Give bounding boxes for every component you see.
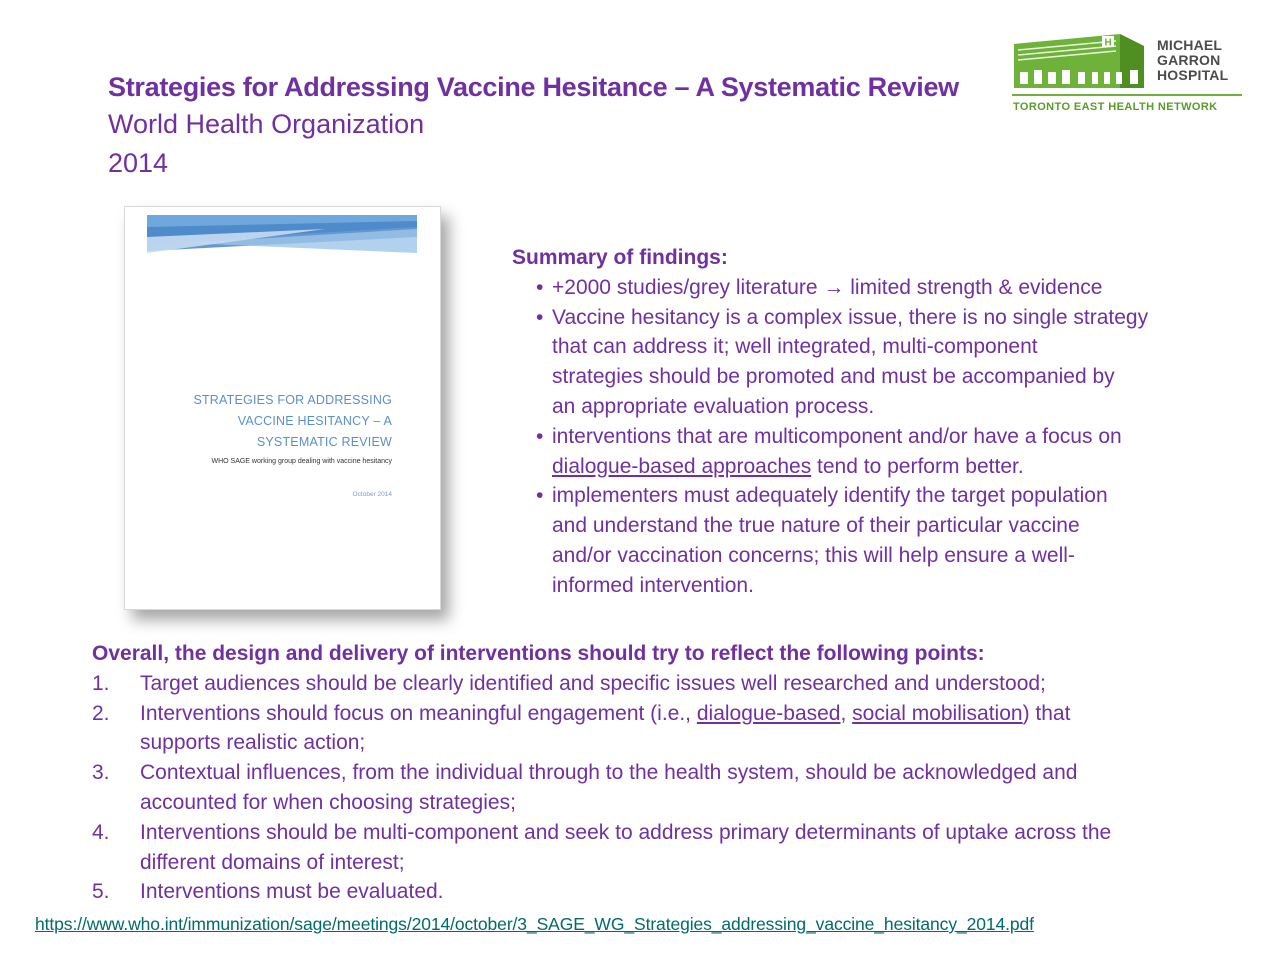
- arrow-right-icon: →: [823, 275, 845, 299]
- summary-heading: Summary of findings:: [512, 246, 728, 269]
- overall-point-1: 1. Target audiences should be clearly identified and specific issues well researched and understood;: [92, 671, 1046, 695]
- report-cover-image: [124, 206, 441, 610]
- logo-divider: [1012, 94, 1242, 96]
- svg-text:H: H: [1104, 37, 1112, 49]
- cover-date: October 2014: [352, 491, 392, 498]
- dialogue-based-approaches-link[interactable]: dialogue-based approaches: [552, 454, 812, 478]
- summary-of-findings: [512, 243, 1202, 601]
- overall-point-2: 2. Interventions should focus on meaningful engagement (i.e., dialogue-based, social mobilisation) that supports realistic action;: [92, 701, 1071, 755]
- logo-network: TORONTO EAST HEALTH NETWORK: [1013, 101, 1218, 113]
- overall-point-3: 3. Contextual influences, from the individual through to the health system, should be acknowledged and accounted for when choosing strategies;: [92, 761, 1078, 814]
- summary-bullet-3: • interventions that are multicomponent and/or have a focus on dialogue-based approaches tend to perform better.: [512, 422, 1202, 482]
- page-title: Strategies for Addressing Vaccine Hesitance – A Systematic Review: [108, 72, 959, 102]
- overall-point-5: 5. Interventions must be evaluated.: [92, 880, 444, 904]
- summary-bullet-2: • Vaccine hesitancy is a complex issue, there is no single strategy that can address it; well integrated, multi-component strategies should be promoted and must be accompanied by an appropriate evaluation process.: [512, 303, 1202, 422]
- publication-year: 2014: [108, 148, 169, 178]
- overall-point-4: 4. Interventions should be multi-component and seek to address primary determinants of uptake across the different domains of interest;: [92, 820, 1112, 874]
- organization: World Health Organization: [108, 109, 425, 139]
- social-mobilisation-link[interactable]: social mobilisation: [852, 701, 1023, 725]
- cover-banner-graphic: [125, 207, 440, 267]
- dialogue-based-link[interactable]: dialogue-based: [696, 701, 841, 725]
- summary-bullet-1: • +2000 studies/grey literature → limited strength & evidence: [512, 273, 1202, 303]
- overall-points: [92, 639, 1222, 907]
- overall-heading: Overall, the design and delivery of interventions should try to reflect the following points:: [92, 642, 985, 665]
- cover-title: STRATEGIES FOR ADDRESSING VACCINE HESITANCY – A SYSTEMATIC REVIEW: [193, 393, 392, 449]
- source-link[interactable]: https://www.who.int/immunization/sage/meetings/2014/october/3_SAGE_WG_Strategies_addressing_vaccine_hesitancy_2014.pdf: [35, 914, 1034, 934]
- summary-bullet-4: • implementers must adequately identify the target population and understand the true nature of their particular vaccine and/or vaccination concerns; this will help ensure a well- informed intervention.: [512, 481, 1202, 600]
- cover-subtitle: WHO SAGE working group dealing with vaccine hesitancy: [211, 458, 392, 465]
- logo-name: MICHAEL GARRON HOSPITAL: [1157, 37, 1229, 83]
